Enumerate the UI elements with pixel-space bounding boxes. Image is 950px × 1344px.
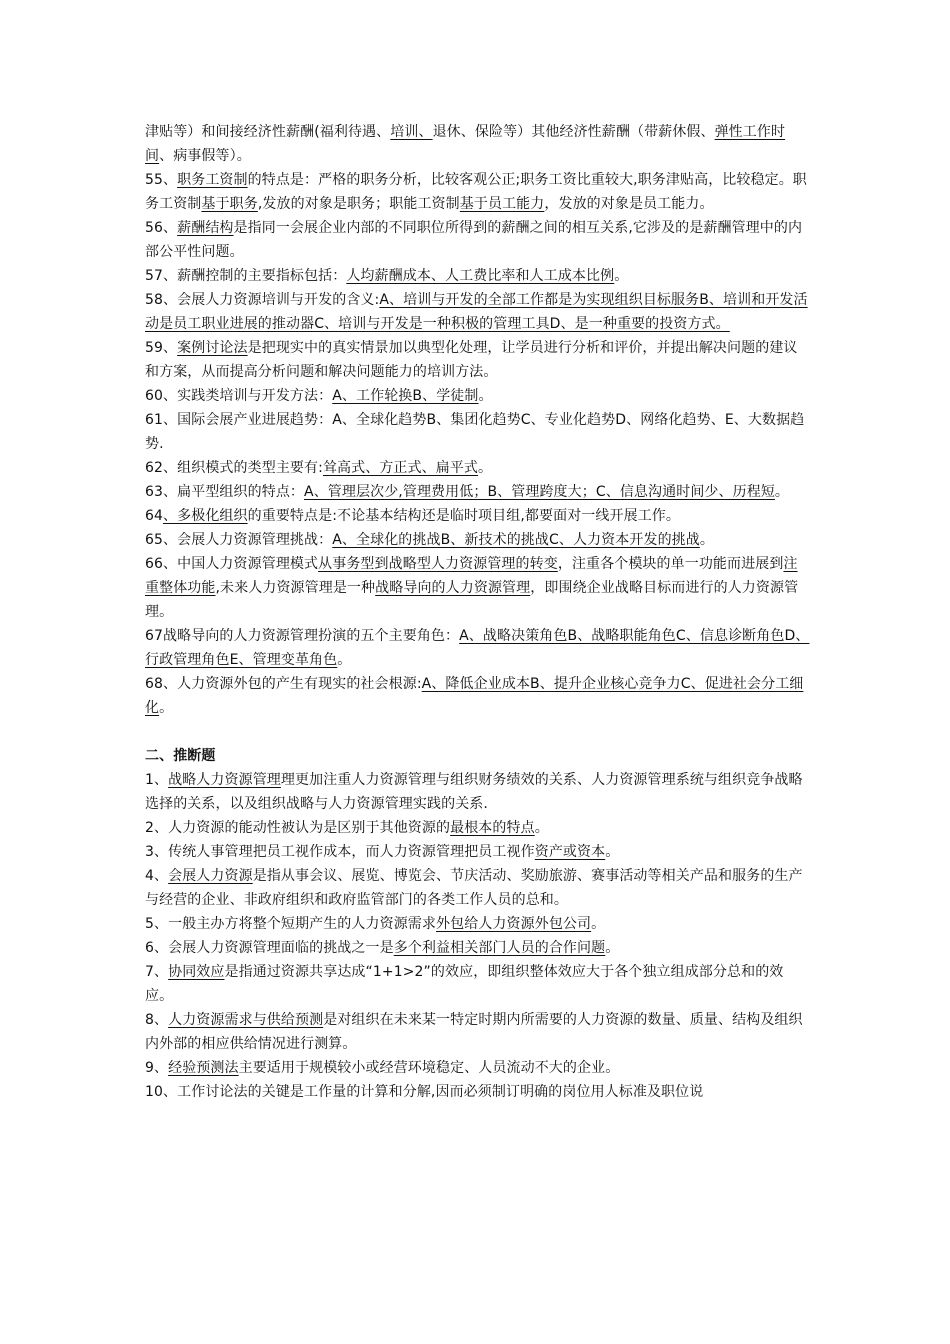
text-run: 68、人力资源外包的产生有现实的社会根源: [145,676,422,692]
text-run: 退休、保险等）其他经济性薪酬（带薪休假、 [432,124,715,140]
text-run: 。 [614,268,629,284]
text-run: 。 [605,844,620,860]
underlined-answer: 案例讨论法 [177,340,248,356]
underlined-answer: 协同效应 [168,964,225,980]
text-run: 。 [337,652,352,668]
underlined-answer: A、管理层次少,管理费用低；B、管理跨度大；C、信息沟通时间少、历程短 [304,484,775,500]
document-body [145,120,810,1104]
text-run: 10、工作讨论法的关键是工作量的计算和分解,因而必须制订明确的岗位用人标准及职位说 [145,1084,704,1100]
text-run: 。 [534,820,549,836]
text-run: 65、会展人力资源管理挑战： [145,532,333,548]
text-run: 、病事假等）。 [159,148,251,164]
text-run: 主要适用于规模较小或经营环境稳定、人员流动不大的企业。 [238,1060,620,1076]
paragraph [145,816,810,840]
underlined-answer: 弹性工作时间 [145,124,786,164]
paragraph [145,936,810,960]
text-run: ，发放的对象是员工能力。 [544,196,714,212]
paragraph [145,1080,810,1104]
paragraph [145,480,810,504]
underlined-answer: 战略人力资源管理 [168,772,281,788]
text-run: 是指同一会展企业内部的不同职位所得到的薪酬之间的相互关系,它涉及的是薪酬管理中的内部公平性问题。 [145,220,803,260]
paragraph [145,216,810,264]
underlined-answer: 会展人力资源 [168,868,253,884]
text-run: 6、会展人力资源管理面临的挑战之一是 [145,940,394,956]
text-run: 8、 [145,1012,169,1028]
text-run: 是对组织在未来某一特定时期内所需要的人力资源的数量、质量、结构及组织内外部的相应供给情况进行测算。 [145,1012,803,1052]
text-run: 56、 [145,220,178,236]
underlined-answer: 薪酬结构 [177,220,234,236]
paragraph [145,456,810,480]
text-run: 。 [774,484,790,500]
underlined-answer: A、全球化的挑战B、新技术的挑战C、人力资本开发的挑战 [332,532,700,548]
paragraph [145,552,810,624]
text-run: ,发放的对象是职务；职能工资制 [257,196,460,212]
paragraph [145,768,810,816]
text-run: 。 [699,532,714,548]
paragraph [145,264,810,288]
text-run: 59、 [145,340,178,356]
text-run: 58、会展人力资源培训与开发的含义: [145,292,380,308]
text-run: 二、推断题 [145,748,216,764]
paragraph [145,960,810,1008]
paragraph [145,120,810,168]
text-run: ，注重各个模块的单一功能而进展到 [557,556,784,572]
paragraph [145,288,810,336]
paragraph [145,864,810,912]
blank-line [145,720,810,744]
text-run: 67战略导向的人力资源管理扮演的五个主要角色： [145,628,460,644]
text-run: 津贴等）和间接经济性薪酬(福利待遇、 [145,124,391,140]
underlined-answer: A、降低企业成本B、提升企业核心竞争力C、促进社会分工细化 [145,676,804,716]
text-run: 。 [159,700,174,716]
text-run: 66、中国人力资源管理模式 [145,556,319,572]
text-run: 是把现实中的真实情景加以典型化处理，让学员进行分析和评价，并提出解决问题的建议和方案，从而提高分析问题和解决问题能力的培训方法。 [145,340,798,380]
paragraph [145,1056,810,1080]
text-run: ，即围绕企业战略目标而进行的人力资源管理。 [145,580,799,620]
text-run: ,未来人力资源管理是一种 [215,580,376,596]
underlined-answer: A、工作轮换B、学徒制 [332,388,479,404]
paragraph [145,672,810,720]
underlined-answer: 基于职务 [201,196,258,212]
underlined-answer: 从事务型到战略型人力资源管理的转变 [318,556,558,572]
paragraph [145,528,810,552]
text-run: 5、一般主办方将整个短期产生的人力资源需求 [145,916,437,932]
paragraph [145,840,810,864]
text-run: 63、扁平型组织的特点： [145,484,305,500]
section-heading [145,744,810,768]
text-run: 是指通过资源共享达成“1+1>2”的效应，即组织整体效应大于各个独立组成部分总和的效应。 [145,964,784,1004]
text-run: 61、国际会展产业进展趋势：A、全球化趋势B、集团化趋势C、专业化趋势D、网络化趋势、E、大数据趋势. [145,412,805,452]
underlined-answer: 耸高式、方正式、扁平式 [322,460,479,476]
paragraph [145,624,810,672]
paragraph [145,384,810,408]
underlined-answer: 职务工资制 [177,172,248,188]
text-run: 。 [605,940,620,956]
underlined-answer: 人力资源需求与供给预测 [168,1012,324,1028]
paragraph [145,912,810,936]
underlined-answer: A、培训与开发的全部工作都是为实现组织目标服务B、培训和开发活动是员工职业进展的推动器C、培训与开发是一种积极的管理工具D、是一种重要的投资方式。 [145,292,808,332]
text-run: 4、 [145,868,169,884]
text-run: 。 [591,916,606,932]
underlined-answer: A、战略决策角色B、战略职能角色C、信息诊断角色D、行政管理角色E、管理变革角色 [145,628,810,668]
text-run: 1、 [145,772,169,788]
paragraph [145,1008,810,1056]
text-run: 55、 [145,172,178,188]
underlined-answer: 人均薪酬成本、人工费比率和人工成本比例 [346,268,615,284]
underlined-answer: 战略导向的人力资源管理 [375,580,531,596]
underlined-answer: 资产或资本 [534,844,606,860]
text-run: 。 [478,460,493,476]
text-run: 9、 [145,1060,169,1076]
text-run: 。 [478,388,493,404]
underlined-answer: 外包给人力资源外包公司 [436,916,592,932]
text-run: 的重要特点是:不论基本结构还是临时项目组,都要面对一线开展工作。 [247,508,680,524]
paragraph [145,168,810,216]
text-run: 60、实践类培训与开发方法： [145,388,333,404]
underlined-answer: 最根本的特点 [450,820,535,836]
text-run: 62、组织模式的类型主要有: [145,460,323,476]
text-run: 57、薪酬控制的主要指标包括： [145,268,347,284]
text-run: 理更加注重人力资源管理与组织财务绩效的关系、人力资源管理系统与组织竞争战略选择的关系，以及组织战略与人力资源管理实践的关系. [145,772,803,812]
text-run: 是指从事会议、展览、博览会、节庆活动、奖励旅游、赛事活动等相关产品和服务的生产与经营的企业、非政府组织和政府监管部门的各类工作人员的总和。 [145,868,803,908]
underlined-answer: 注重整体功能 [145,556,798,596]
underlined-answer: 基于员工能力 [459,196,545,212]
underlined-answer: 、多极化组织 [163,508,248,524]
underlined-answer: 培训、 [390,124,433,140]
text-run: 3、传统人事管理把员工视作成本，而人力资源管理把员工视作 [145,844,535,860]
text-run: 的特点是：严格的职务分析，比较客观公正;职务工资比重较大,职务津贴高，比较稳定。职务工资制 [145,172,807,212]
paragraph [145,504,810,528]
paragraph [145,408,810,456]
text-run: 2、人力资源的能动性被认为是区别于其他资源的 [145,820,451,836]
underlined-answer: 多个利益相关部门人员的合作问题 [393,940,606,956]
underlined-answer: 经验预测法 [168,1060,239,1076]
text-run: 64 [145,508,164,524]
text-run: 7、 [145,964,169,980]
paragraph [145,336,810,384]
